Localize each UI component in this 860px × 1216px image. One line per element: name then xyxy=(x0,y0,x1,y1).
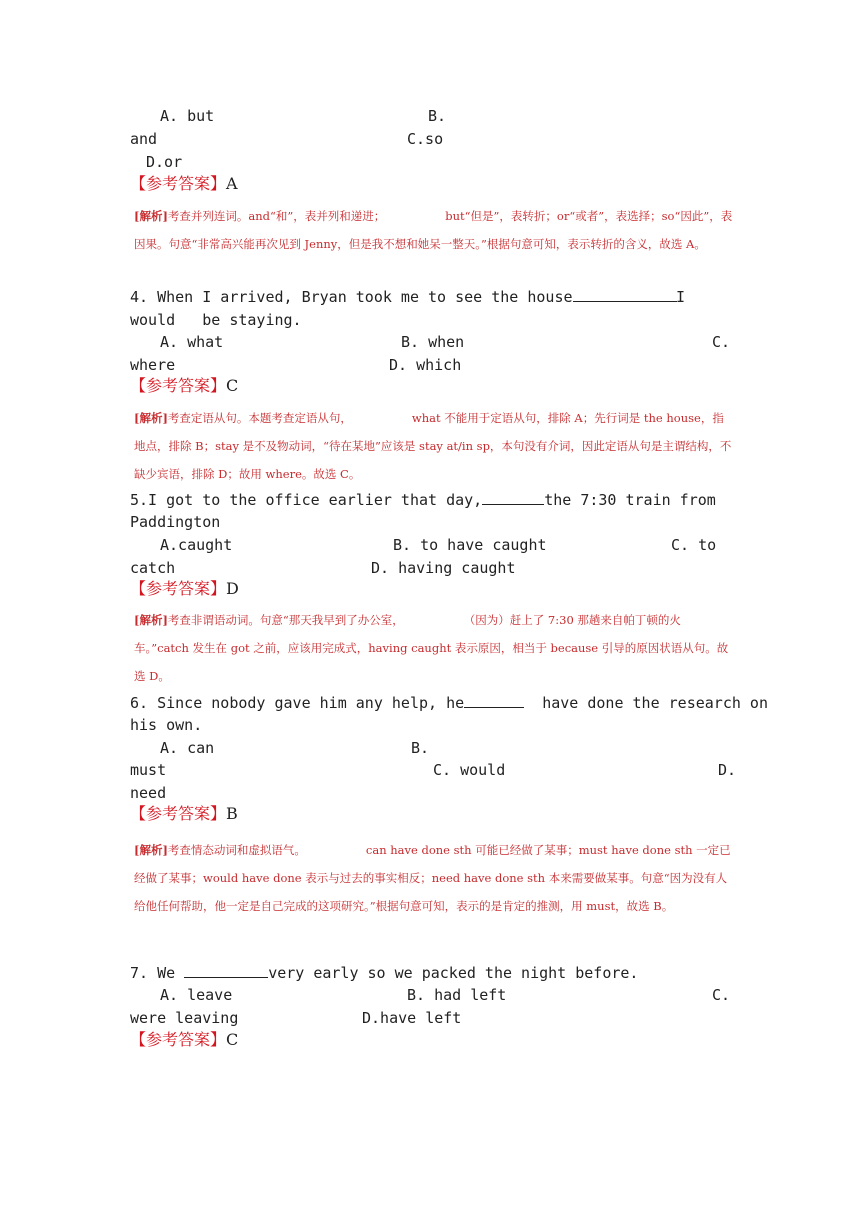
q6-option-d-letter: D. xyxy=(718,761,737,779)
answer-value: C xyxy=(226,376,239,395)
q7-option-b: B. had left xyxy=(407,986,507,1004)
q3-explanation xyxy=(134,202,734,258)
answer-value: A xyxy=(226,174,238,193)
q7-option-d: D.have left xyxy=(362,1009,462,1027)
q7-stem-text: 7. We xyxy=(130,964,176,982)
explanation-text: 指地点，排除 B；stay 是不及物动词，“待在某地”应该是 stay at/in sp，本句没有介词，因此定语从句是主 xyxy=(134,411,724,453)
q6-option-d-text: need xyxy=(130,784,167,802)
q6-answer xyxy=(130,804,238,824)
answer-value: D xyxy=(226,579,239,598)
explanation-text: 考查定语从句。本题考查定语从句， xyxy=(167,411,352,425)
q6-option-b-letter: B. xyxy=(411,739,430,757)
q4-stem-line2: would be staying. xyxy=(130,311,302,329)
explanation-label: [解析] xyxy=(134,209,168,223)
answer-value: B xyxy=(226,804,238,823)
q5-option-d: D. having caught xyxy=(371,559,516,577)
answer-blank xyxy=(184,963,268,978)
q4-option-a: A. what xyxy=(160,333,224,351)
q5-explanation xyxy=(134,606,734,690)
q3-option-b-letter: B. xyxy=(428,107,447,125)
q4-option-c-text: where xyxy=(130,356,176,374)
explanation-text: 车。”catch 发生在 got 之前，应该用完成式，having caught 表示原因，相当于 because 引导的原因状语从句。 xyxy=(134,641,717,655)
q5-stem-line2: Paddington xyxy=(130,513,221,531)
explanation-text: but“但是”，表转折；or“或者”，表选择；so xyxy=(445,209,675,223)
q5-stem-text: 5.I got to the office earlier that day, xyxy=(130,491,483,509)
q6-stem-text: 6. Since nobody gave him any help, he xyxy=(130,694,465,712)
explanation-text: what 不能用于定语从句，排除 A；先行词是 the house， xyxy=(411,411,713,425)
q5-stem-line1 xyxy=(130,490,716,510)
q3-option-d: D.or xyxy=(146,153,183,171)
q6-explanation xyxy=(134,836,734,920)
explanation-text: 谓结构，不缺少宾语，排除 D；故用 where。故选 C。 xyxy=(134,439,732,481)
q7-answer xyxy=(130,1030,238,1050)
q5-answer xyxy=(130,579,239,599)
q7-option-c-letter: C. xyxy=(712,986,731,1004)
q3-option-c: C.so xyxy=(407,130,444,148)
answer-blank xyxy=(573,287,677,302)
answer-tag: 【参考答案】 xyxy=(130,804,227,823)
answer-tag: 【参考答案】 xyxy=(130,174,227,193)
q4-stem-text: 4. When I arrived, Bryan took me to see the house xyxy=(130,288,573,306)
q4-option-c-letter: C. xyxy=(712,333,731,351)
explanation-label: [解析] xyxy=(134,613,168,627)
q3-answer xyxy=(130,174,238,194)
q4-explanation xyxy=(134,404,734,488)
explanation-text: 故选 B。 xyxy=(626,899,674,913)
q4-stem-tail: I xyxy=(676,288,686,306)
q4-stem-line1 xyxy=(130,287,677,307)
q7-option-c-text: were leaving xyxy=(130,1009,239,1027)
answer-blank xyxy=(464,693,524,708)
explanation-text: 没有人给他任何帮助，他一定是自己完成的这项研究。”根据句意可知，表示的是肯定的推测，用 must， xyxy=(134,871,728,913)
answer-value: C xyxy=(226,1030,239,1049)
q6-stem-line1 xyxy=(130,693,768,713)
q4-answer xyxy=(130,376,238,396)
q3-option-a: A. but xyxy=(160,107,215,125)
q4-option-b: B. when xyxy=(401,333,465,351)
q6-stem-line2: his own. xyxy=(130,716,203,734)
q7-option-a: A. leave xyxy=(160,986,233,1004)
explanation-text: “因此”，表因果。句意“非常高兴能再次见到 Jenny，但是我不想和她呆一整天。”根据句意可知，表示转 xyxy=(134,209,733,251)
explanation-text: can have done sth 可能已经做了某事；must have done sth 一定 xyxy=(365,843,720,857)
explanation-text: 考查非谓语动词。句意“那天我早到了办公室， xyxy=(167,613,404,627)
q7-stem xyxy=(130,963,638,983)
q6-stem-text: have done the research on xyxy=(542,694,768,712)
explanation-text: 已经做了某事；would have done 表示与过去的事实相反；need have done sth 本来需要做某事。句意“因为 xyxy=(134,843,731,885)
q6-option-a: A. can xyxy=(160,739,215,757)
explanation-text: 考查情态动词和虚拟语气。 xyxy=(167,843,306,857)
q5-option-a: A.caught xyxy=(160,536,233,554)
q6-option-b-text: must xyxy=(130,761,167,779)
q5-option-c-text: catch xyxy=(130,559,176,577)
answer-tag: 【参考答案】 xyxy=(130,376,227,395)
q5-option-b: B. to have caught xyxy=(393,536,547,554)
answer-blank xyxy=(482,490,544,505)
q4-option-d: D. which xyxy=(389,356,462,374)
answer-tag: 【参考答案】 xyxy=(130,579,227,598)
explanation-text: 考查并列连词。and“和”，表并列和递进； xyxy=(167,209,386,223)
explanation-text: 故选 D。 xyxy=(134,641,729,683)
q5-option-c-letter: C. to xyxy=(671,536,717,554)
explanation-text: （因为）赶上了 7:30 那趟来自帕丁顿的火 xyxy=(463,613,681,627)
q7-stem-text: very early so we packed the night before. xyxy=(268,964,639,982)
q5-stem-text: the 7:30 train from xyxy=(544,491,716,509)
q6-option-c: C. would xyxy=(433,761,506,779)
explanation-label: [解析] xyxy=(134,411,168,425)
explanation-label: [解析] xyxy=(134,843,168,857)
answer-tag: 【参考答案】 xyxy=(130,1030,227,1049)
q3-option-b-text: and xyxy=(130,130,158,148)
explanation-text: 折的含义，故选 A。 xyxy=(601,237,706,251)
